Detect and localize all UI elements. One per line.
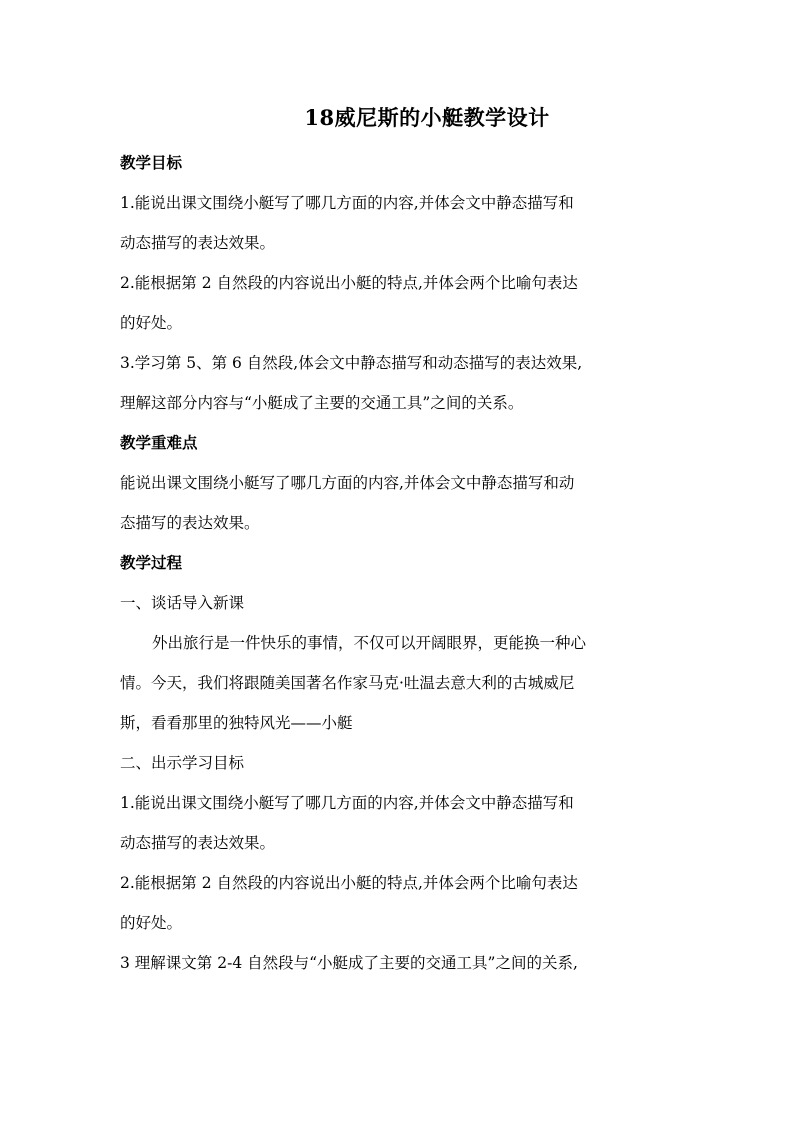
paragraph-line: 1.能说出课文围绕小艇写了哪几方面的内容,并体会文中静态描写和 [120, 194, 574, 212]
paragraph-line: 理解这部分内容与“小艇成了主要的交通工具”之间的关系。 [120, 394, 524, 412]
paragraph-line: 斯，看看那里的独特风光——小艇 [120, 714, 353, 732]
paragraph-line: 动态描写的表达效果。 [120, 834, 276, 852]
paragraph-line: 1.能说出课文围绕小艇写了哪几方面的内容,并体会文中静态描写和 [120, 794, 574, 812]
paragraph-line: 的好处。 [120, 314, 183, 332]
paragraph-line: 的好处。 [120, 914, 183, 932]
paragraph-line: 情。今天，我们将跟随美国著名作家马克·吐温去意大利的古城威尼 [120, 674, 575, 692]
paragraph-line: 3 理解课文第 2-4 自然段与“小艇成了主要的交通工具”之间的关系, [120, 954, 578, 972]
section-heading: 教学重难点 [120, 433, 198, 452]
paragraph-line: 一、谈话导入新课 [120, 594, 245, 612]
paragraph-line: 2.能根据第 2 自然段的内容说出小艇的特点,并体会两个比喻句表达 [120, 274, 578, 292]
section-heading: 教学目标 [120, 153, 183, 172]
section-heading: 教学过程 [120, 553, 183, 572]
paragraph-line: 能说出课文围绕小艇写了哪几方面的内容,并体会文中静态描写和动 [120, 474, 575, 492]
document-body [120, 143, 680, 983]
paragraph-line: 外出旅行是一件快乐的事情，不仅可以开阔眼界，更能换一种心 [152, 634, 587, 652]
paragraph-line: 态描写的表达效果。 [120, 514, 260, 532]
paragraph-line: 动态描写的表达效果。 [120, 234, 276, 252]
paragraph-line: 2.能根据第 2 自然段的内容说出小艇的特点,并体会两个比喻句表达 [120, 874, 578, 892]
paragraph-line: 3.学习第 5、第 6 自然段,体会文中静态描写和动态描写的表达效果, [120, 354, 583, 372]
document-title: 18威尼斯的小艇教学设计 [304, 105, 550, 130]
paragraph-line: 二、出示学习目标 [120, 754, 245, 772]
